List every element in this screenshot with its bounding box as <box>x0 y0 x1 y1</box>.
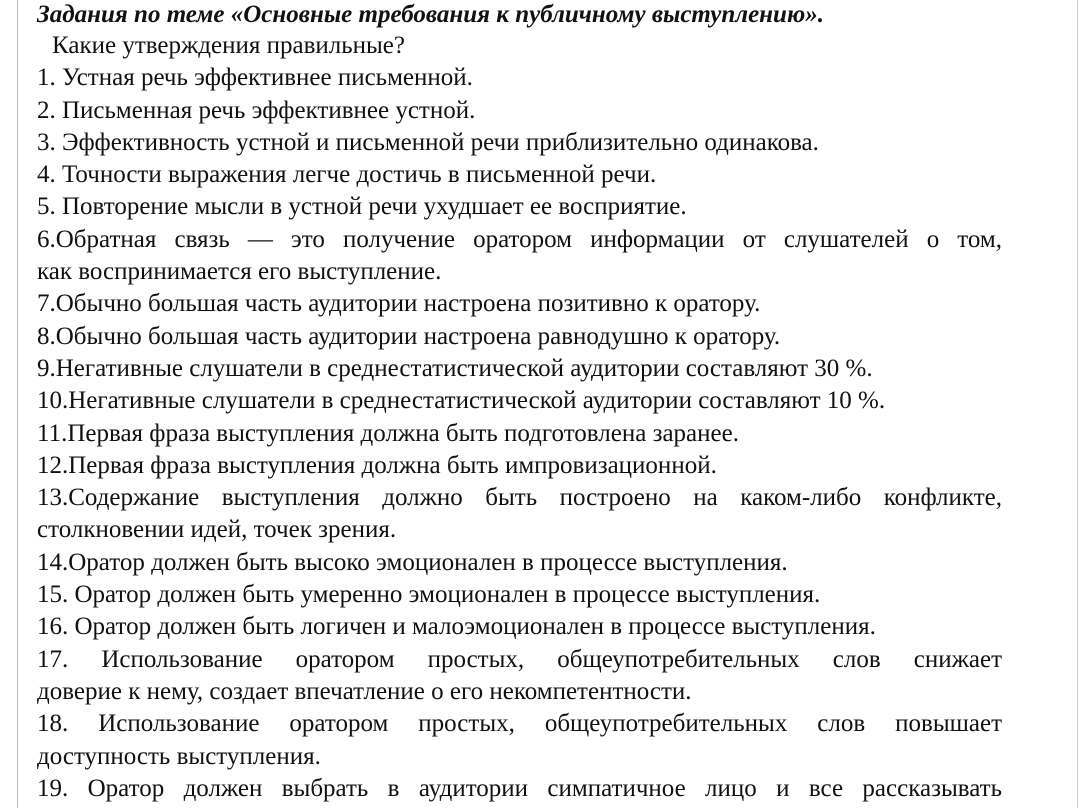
statement-9: 9.Негативные слушатели в среднестатистической аудитории составляют 30 %. <box>37 354 873 382</box>
statement-19-line-1: 19. Оратор должен выбрать в аудитории симпатичное лицо и все рассказывать <box>37 774 1002 802</box>
statement-18-line-2: доступность выступления. <box>37 742 321 770</box>
statement-2: 2. Письменная речь эффективнее устной. <box>37 96 476 124</box>
statement-7: 7.Обычно большая часть аудитории настроена позитивно к оратору. <box>37 290 761 318</box>
statement-14: 14.Оратор должен быть высоко эмоционален в процессе выступления. <box>37 548 788 576</box>
statement-1: 1. Устная речь эффективнее письменной. <box>37 64 473 92</box>
statement-12: 12.Первая фраза выступления должна быть импровизационной. <box>37 451 717 479</box>
statement-10: 10.Негативные слушатели в среднестатистической аудитории составляют 10 %. <box>37 387 886 415</box>
statement-3: 3. Эффективность устной и письменной речи приблизительно одинакова. <box>37 128 819 156</box>
statement-17-line-1: 17. Использование оратором простых, общеупотребительных слов снижает <box>37 645 1002 673</box>
statement-15: 15. Оратор должен быть умеренно эмоционален в процессе выступления. <box>37 581 821 609</box>
document-title: Задания по теме «Основные требования к публичному выступлению». <box>37 1 824 28</box>
statement-18-line-1: 18. Использование оратором простых, общеупотребительных слов повышает <box>37 710 1002 738</box>
statement-6-line-2: как воспринимается его выступление. <box>37 258 442 286</box>
question-prompt: Какие утверждения правильные? <box>52 32 405 59</box>
statement-4: 4. Точности выражения легче достичь в письменной речи. <box>37 161 657 189</box>
statement-17-line-2: доверие к нему, создает впечатление о его некомпетентности. <box>37 677 692 705</box>
statement-6-line-1: 6.Обратная связь — это получение оратором информации от слушателей о том, <box>37 225 1002 253</box>
statement-11: 11.Первая фраза выступления должна быть подготовлена заранее. <box>37 419 739 447</box>
statement-5: 5. Повторение мысли в устной речи ухудшает ее восприятие. <box>37 193 687 221</box>
page-left-border <box>17 0 18 808</box>
statement-16: 16. Оратор должен быть логичен и малоэмоционален в процессе выступления. <box>37 613 876 641</box>
statement-8: 8.Обычно большая часть аудитории настроена равнодушно к оратору. <box>37 322 781 350</box>
statement-13-line-1: 13.Содержание выступления должно быть построено на каком-либо конфликте, <box>37 484 1002 512</box>
page-right-border <box>1077 0 1078 808</box>
statement-13-line-2: столкновении идей, точек зрения. <box>37 516 397 544</box>
